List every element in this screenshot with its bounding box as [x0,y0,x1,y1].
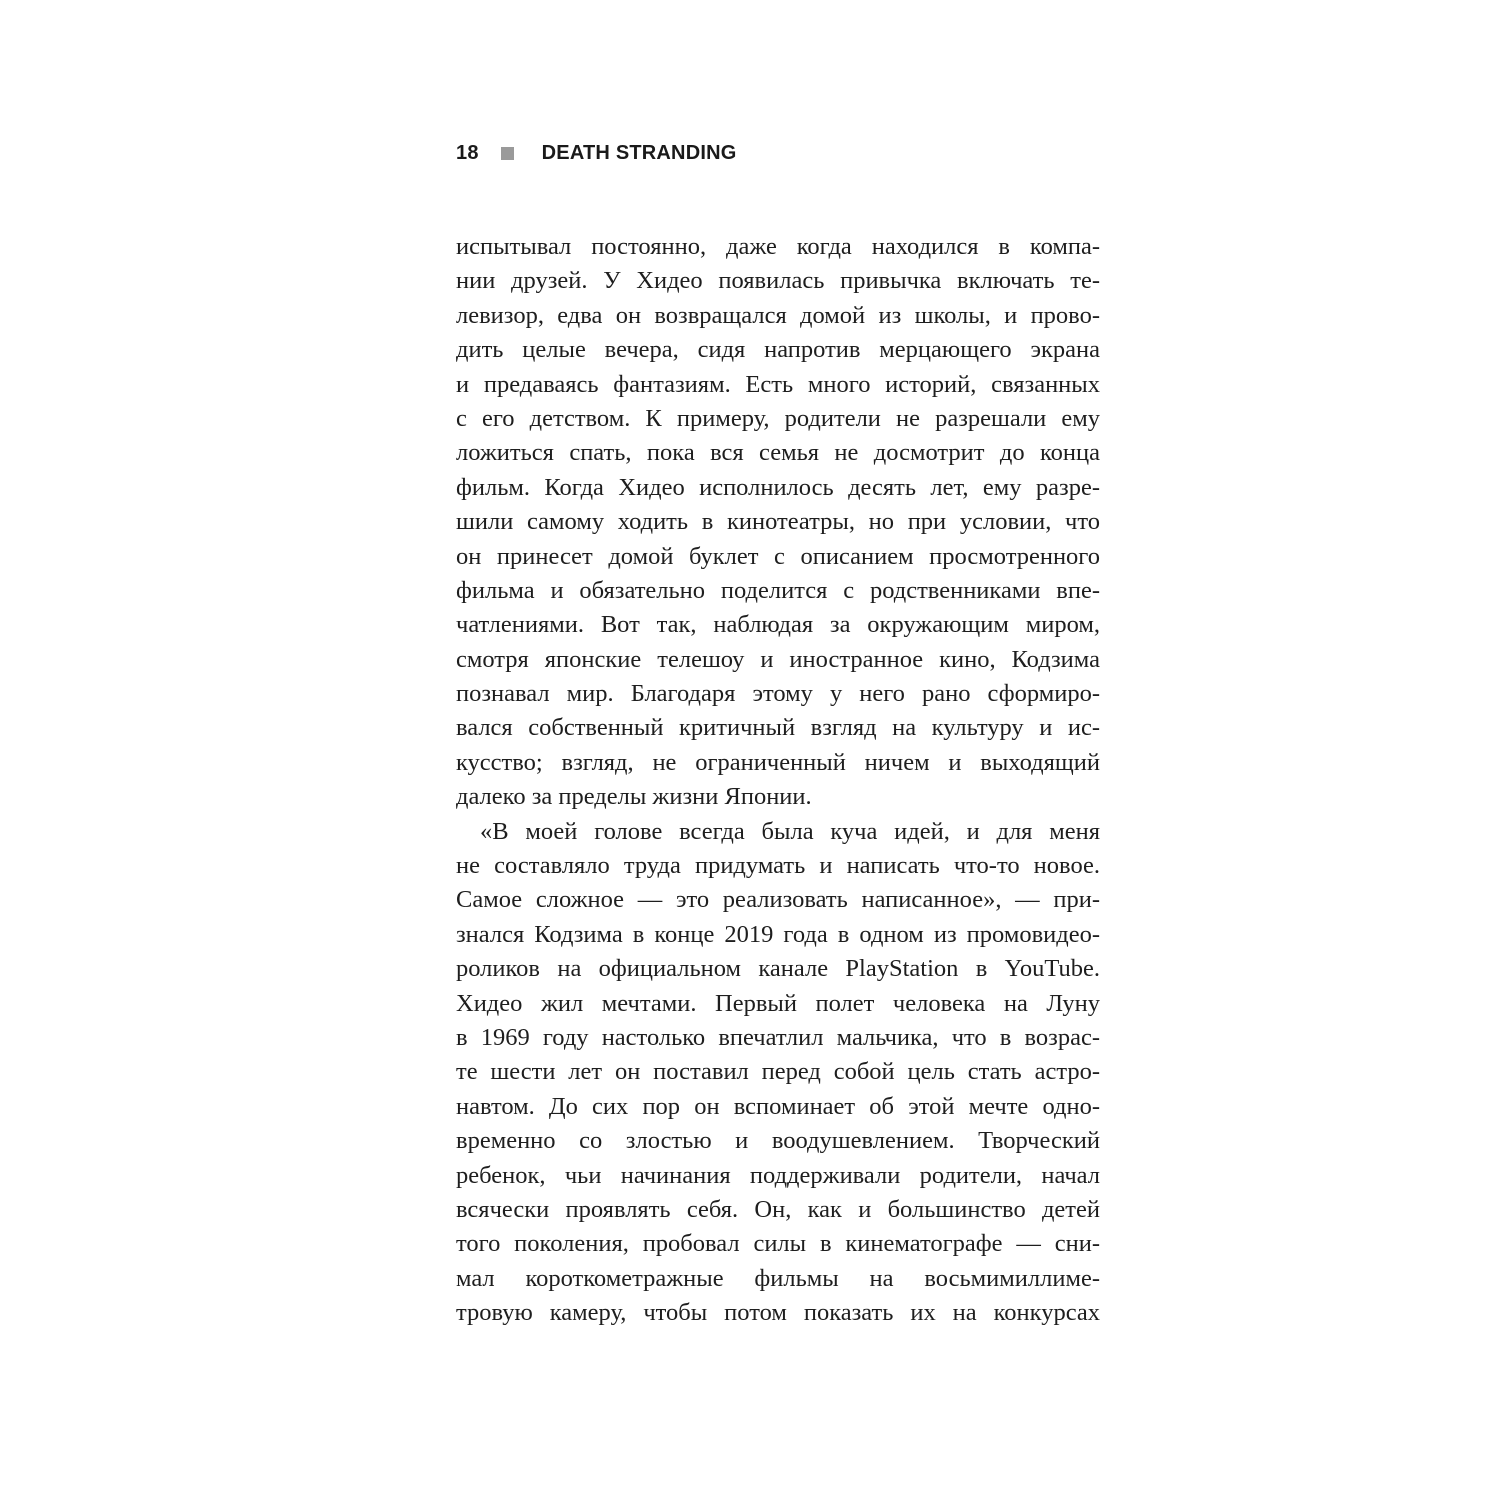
text-line: Хидео жил мечтами. Первый полет человека на Луну [456,989,1100,1017]
text-line: чатлениями. Вот так, наблюдая за окружающим миром, [456,611,1100,639]
text-line: он принесет домой буклет с описанием просмотренного [456,542,1100,570]
text-line: дить целые вечера, сидя напротив мерцающего экрана [456,336,1100,364]
text-line: шили самому ходить в кинотеатры, но при условии, что [456,508,1100,536]
page-number: 18 [456,141,479,164]
text-line: кусство; взгляд, не ограниченный ничем и выходящий [456,748,1100,776]
paragraph-1 [456,230,1100,815]
text-line: знался Кодзима в конце 2019 года в одном из промовидео- [456,920,1100,948]
text-line: роликов на официальном канале PlayStation в YouTube. [456,955,1100,983]
text-line: ребенок, чьи начинания поддерживали родители, начал [456,1161,1100,1189]
running-header [456,140,737,166]
text-line: и предаваясь фантазиям. Есть много историй, связанных [456,370,1100,398]
text-line: познавал мир. Благодаря этому у него рано сформиро- [456,680,1100,708]
text-line: ложиться спать, пока вся семья не досмотрит до конца [456,439,1100,467]
paragraph-2 [456,815,1100,1331]
text-line: фильм. Когда Хидео исполнилось десять лет, ему разре- [456,473,1100,501]
text-line: не составляло труда придумать и написать что-то новое. [456,852,1100,880]
header-separator-square [501,147,514,160]
text-line: нии друзей. У Хидео появилась привычка включать те- [456,267,1100,295]
text-line: того поколения, пробовал силы в кинематографе — сни- [456,1230,1100,1258]
text-line: с его детством. К примеру, родители не разрешали ему [456,404,1100,432]
text-line: временно со злостью и воодушевлением. Творческий [456,1127,1100,1155]
body-text [456,230,1100,1331]
text-line: всячески проявлять себя. Он, как и большинство детей [456,1195,1100,1223]
text-line: далеко за пределы жизни Японии. [456,783,812,811]
text-line: Самое сложное — это реализовать написанное», — при- [456,886,1100,914]
text-line: «В моей голове всегда была куча идей, и для меня [480,817,1100,845]
text-line: левизор, едва он возвращался домой из школы, и прово- [456,301,1100,329]
text-line: мал короткометражные фильмы на восьмимиллиме- [456,1264,1100,1292]
text-line: в 1969 году настолько впечатлил мальчика, что в возрас- [456,1023,1100,1051]
text-line: тровую камеру, чтобы потом показать их на конкурсах [456,1299,1100,1327]
text-line: испытывал постоянно, даже когда находился в компа- [456,233,1100,260]
book-title: DEATH STRANDING [541,141,737,164]
text-line: навтом. До сих пор он вспоминает об этой мечте одно- [456,1092,1100,1120]
text-line: те шести лет он поставил перед собой цель стать астро- [456,1058,1100,1086]
text-line: фильма и обязательно поделится с родственниками впе- [456,576,1100,604]
text-line: смотря японские телешоу и иностранное кино, Кодзима [456,645,1100,673]
text-line: вался собственный критичный взгляд на культуру и ис- [456,714,1100,742]
